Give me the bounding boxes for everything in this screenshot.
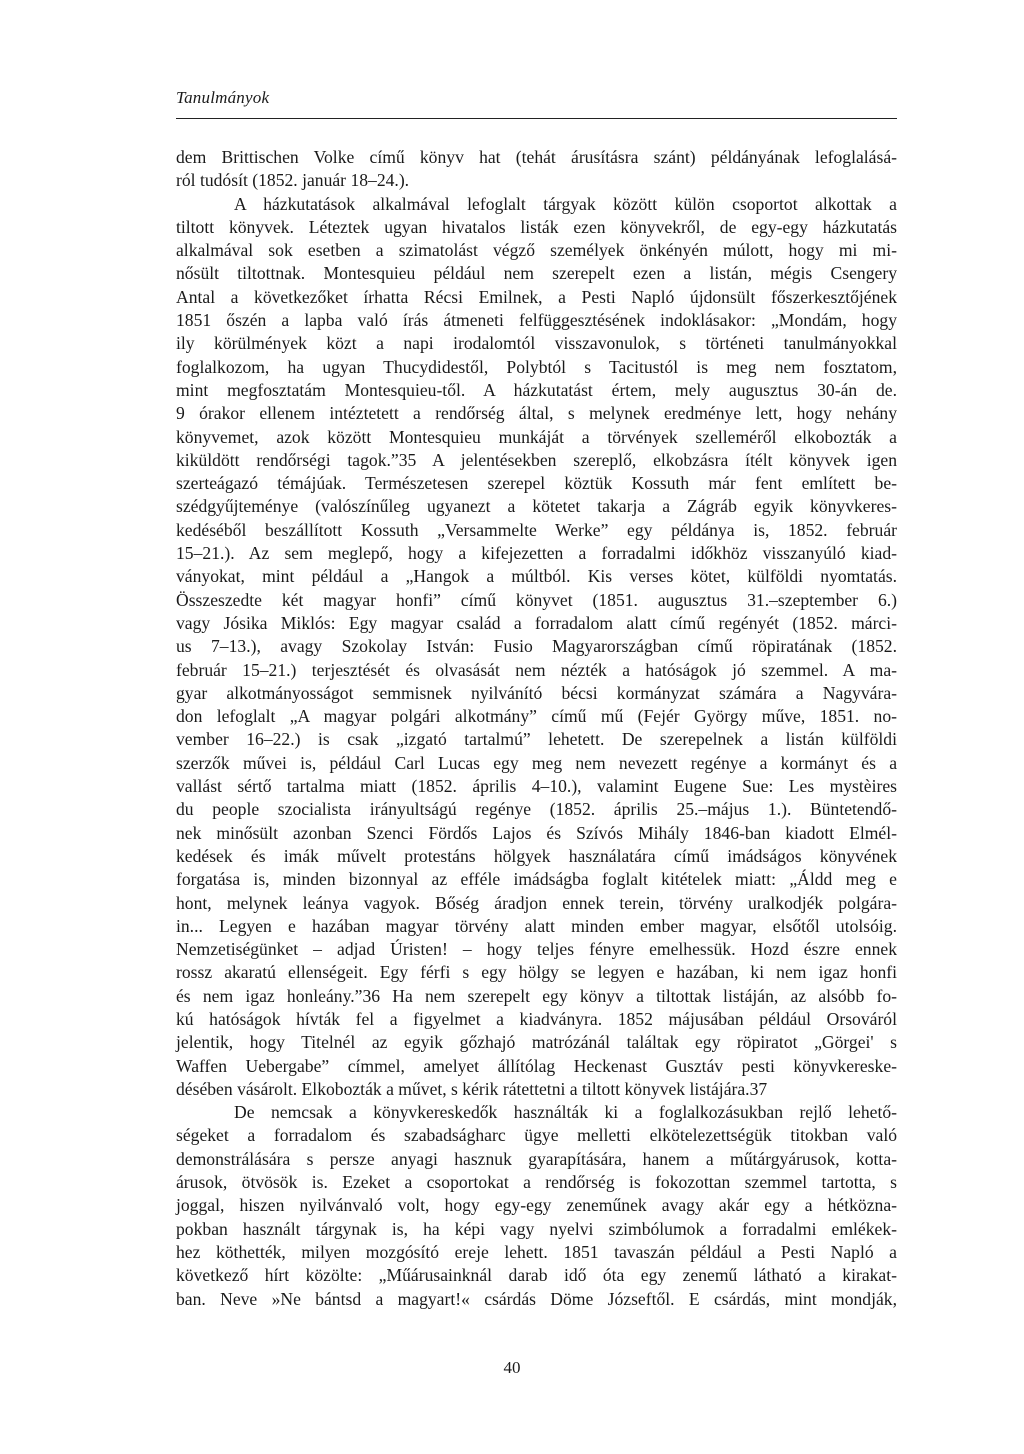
text-line: ványokat, mint például a „Hangok a múltból. Kis verses kötet, külföldi nyomtatás.: [176, 566, 897, 587]
text-line: jelentik, hogy Titelnél az egyik gőzhajó matrózánál találtak egy röpiratot „Görgei' s: [176, 1032, 897, 1053]
text-line: február 15–21.) terjesztését és olvasását nem nézték a hatóságok jó szemmel. A ma-: [176, 659, 897, 680]
text-line: vallást sértő tartalma miatt (1852. április 4–10.), valamint Eugene Sue: Les mystèires: [176, 776, 897, 797]
text-line: Összeszedte két magyar honfi” című könyvet (1851. augusztus 31.–szeptember 6.): [176, 589, 897, 610]
text-line: szerzők művei is, például Carl Lucas egy meg nem nevezett regénye a kormányt és a: [176, 752, 897, 773]
text-line: ségeket a forradalom és szabadságharc ügye melletti elkötelezettségük titokban való: [176, 1125, 897, 1146]
text-line: rossz akaratú ellenségeit. Egy férfi s egy hölgy se legyen e hazában, ki nem igaz honfi: [176, 962, 897, 983]
text-line: kiküldött rendőrségi tagok.”35 A jelentésekben szereplő, elkobzásra ítélt könyvek igen: [176, 449, 897, 470]
text-line: 15–21.). Az sem meglepő, hogy a kifejezetten a forradalmi időkhöz visszanyúló kiad-: [176, 543, 897, 564]
text-line: dem Brittischen Volke című könyv hat (tehát árusításra szánt) példányának lefoglalásá-: [176, 147, 897, 167]
text-line: du people szocialista irányultságú regénye (1852. április 25.–május 1.). Büntetendő-: [176, 799, 897, 820]
text-line: gyar alkotmányosságot semmisnek nyilvánító bécsi kormányzat számára a Nagyvára-: [176, 682, 897, 703]
running-head: Tanulmányok: [176, 88, 270, 107]
text-line: forgatása is, minden bizonnyal az efféle imádságba foglalt kitételek miatt: „Áldd meg e: [176, 869, 897, 890]
text-line: 9 órakor ellenem intéztetett a rendőrség által, s melynek eredménye lett, hogy nehány: [176, 403, 897, 424]
body-text: [176, 146, 897, 1311]
text-line: pokban használt tárgynak is, ha képi vagy nyelvi szimbólumok a forradalmi emlékek-: [176, 1218, 897, 1239]
text-line: következő hírt közölte: „Műárusainknál darab idő óta egy zenemű látható a kirakat-: [176, 1265, 897, 1286]
text-line: hont, melynek leánya vagyok. Bőség áradjon ennek terein, törvény uralkodjék polgára-: [176, 892, 897, 913]
text-line: tiltott könyvek. Léteztek ugyan hivatalos listák ezen könyvekről, de egy-egy házkutatás: [176, 216, 897, 237]
text-line: nek minősült azonban Szenci Fördős Lajos és Szívós Mihály 1846-ban kiadott Elmél-: [176, 822, 897, 843]
text-line: ban. Neve »Ne bántsd a magyart!« csárdás Döme Józseftől. E csárdás, mint mondják,: [176, 1288, 897, 1309]
text-line: könyvemet, azok között Montesquieu munkáját a törvények szelleméről elkobozták a: [176, 426, 897, 447]
text-line: és nem igaz honleány.”36 Ha nem szerepelt egy könyv a tiltottak listáján, az alsóbb fo-: [176, 985, 897, 1006]
text-line: vagy Jósika Miklós: Egy magyar család a forradalom alatt című regényét (1852. márci-: [176, 612, 897, 633]
text-line: ily körülmények közt a napi irodalomtól visszavonulok, s történeti tanulmányokkal: [176, 333, 897, 354]
text-line: De nemcsak a könyvkereskedők használták ki a foglalkozásukban rejlő lehető-: [234, 1102, 897, 1123]
text-line: szédgyűjteménye (valószínűleg ugyanezt a kötetet takarja a Zágráb egyik könyvkeres-: [176, 496, 897, 517]
text-line: us 7–13.), avagy Szokolay István: Fusio Magyarországban című röpiratának (1852.: [176, 636, 897, 657]
text-line: 1851 őszén a lapba való írás átmeneti felfüggesztésének indoklásakor: „Mondám, hogy: [176, 310, 897, 331]
page-number: 40: [503, 1358, 521, 1377]
text-line: kedések és imák művelt protestáns hölgyek használatára című imádságos könyvének: [176, 845, 897, 866]
text-line: demonstrálására s persze anyagi hasznuk gyarapítására, hanem a műtárgyárusok, kotta-: [176, 1148, 897, 1169]
text-line: vember 16–22.) is csak „izgató tartalmú” lehetett. De szerepelnek a listán külföldi: [176, 729, 897, 750]
text-line: hez köthették, milyen mozgósító ereje lehett. 1851 tavaszán például a Pesti Napló a: [176, 1241, 897, 1262]
text-line: don lefoglalt „A magyar polgári alkotmány” című mű (Fejér György műve, 1851. no-: [176, 706, 897, 727]
text-line: alkalmával sok esetben a szimatolást végző személyek önkényén múlott, hogy mi mi-: [176, 240, 897, 261]
text-line: Nemzetiségünket – adjad Úristen! – hogy teljes fényre emelhessük. Hozd észre ennek: [176, 939, 897, 960]
text-line: désében vásárolt. Elkobozták a művet, s kérik rátettetni a tiltott könyvek listájára.37: [176, 1078, 768, 1099]
text-line: kú hatóságok hívták fel a figyelmet a kiadványra. 1852 májusában például Orsováról: [176, 1008, 897, 1029]
text-line: nősült tiltottnak. Montesquieu például nem szerepelt ezen a listán, mégis Csengery: [176, 263, 897, 284]
text-line: Waffen Uebergabe” címmel, amelyet állítólag Heckenast Gusztáv pesti könyvkereske-: [176, 1055, 897, 1076]
text-line: joggal, hiszen nyilvánvaló volt, hogy egy-egy zeneműnek avagy akár egy a hétközna-: [176, 1195, 897, 1216]
text-line: mint megfosztatám Montesquieu-től. A házkutatást értem, mely augusztus 30-án de.: [176, 379, 897, 400]
text-line: A házkutatások alkalmával lefoglalt tárgyak között külön csoportot alkottak a: [234, 193, 897, 214]
text-line: kedéséből beszállított Kossuth „Versammelte Werke” egy példánya is, 1852. február: [176, 519, 897, 540]
text-line: Antal a következőket írhatta Récsi Emilnek, a Pesti Napló újdonsült főszerkesztőjének: [176, 286, 897, 307]
header-rule: [176, 118, 897, 119]
text-line: szerteágazó témájúak. Természetesen szerepel köztük Kossuth már fent említett be-: [176, 473, 897, 494]
text-line: in... Legyen e hazában magyar törvény alatt minden ember magyar, elsőtől utolsóig.: [176, 915, 897, 936]
text-line: árusok, ötvösök is. Ezeket a csoportokat a rendőrség is fokozottan szemmel tartotta, s: [176, 1172, 897, 1193]
text-line: ról tudósít (1852. január 18–24.).: [176, 170, 410, 191]
text-line: foglalkozom, ha ugyan Thucydidestől, Polybtól s Tacitustól is meg nem fosztatom,: [176, 356, 897, 377]
